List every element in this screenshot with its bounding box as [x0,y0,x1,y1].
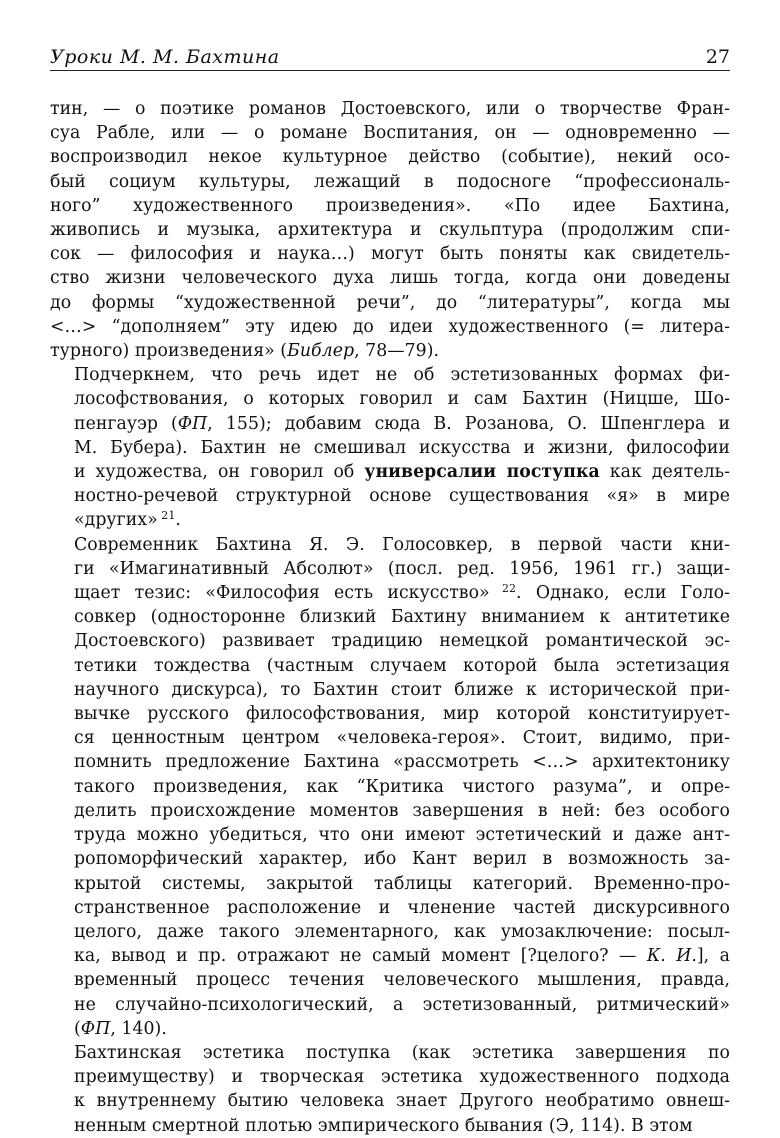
text-line: живопись и музыка, архитектура и скульптура (продолжим спи- [50,220,730,241]
paragraph-1 [50,97,730,363]
text-line: бый социум культуры, лежащий в подосноге “профессиональ- [50,171,730,192]
text-line: труда можно убедиться, что они имеют эстетический и даже ант- [74,825,730,846]
text-line: Бахтинская эстетика поступка (как эстетика завершения по [74,1042,730,1063]
text-line: тин, — о поэтике романов Достоевского, или о творчестве Фран- [50,99,730,119]
text-line: ство жизни человеческого духа лишь тогда, когда они доведены [50,268,730,289]
text-line: ги «Имагинативный Абсолют» (посл. ред. 1956, 1961 гг.) защи- [74,558,730,579]
text-line: Современник Бахтина Я. Э. Голосовкер, в первой части кни- [74,534,730,555]
text-line: совкер (односторонне близкий Бахтину вниманием к антитетике [74,607,730,628]
book-page [50,38,730,1138]
text-line: пенгауэр (ФП, 155); добавим сюда В. Розанова, О. Шпенглера и [74,413,731,434]
page-header [50,38,730,71]
text-line: помнить предложение Бахтина «рассмотреть <…> архитектонику [74,752,730,773]
text-line: щает тезис: «Философия есть искусство» $^{22}$. Однако, если Голо- [74,582,730,604]
text-line: воспроизводил некое культурное действо (событие), некий осо- [50,147,730,168]
text-line: суа Рабле, или — о романе Воспитания, он — одновременно — [50,123,730,144]
text-line: Подчеркнем, что речь идет не об эстетизованных формах фи- [74,365,730,386]
page-body [50,97,730,1138]
text-line: странственное расположение и членение частей дискурсивного [74,897,730,918]
text-line: ненным смертной плотью эмпирического бывания (Э, 114). В этом [74,1115,693,1136]
text-line: временный процесс течения человеческого мышления, правда, [74,970,730,991]
text-line: ного” художественного произведения». «По идее Бахтина, [50,195,730,216]
text-line: делить происхождение моментов завершения в ней: без особого [74,800,730,821]
text-line: крытой системы, закрытой таблицы категорий. Временно-про- [74,873,730,894]
text-line: вычке русского философствования, мир которой конституирует- [74,704,730,725]
paragraph-3 [50,533,730,1041]
text-line: ка, вывод и пр. отражают не самый момент [?целого? — К. И.], а [74,946,730,967]
paragraph-4 [50,1041,730,1138]
text-line: лософствования, о которых говорил и сам Бахтин (Ницше, Шо- [74,389,730,410]
running-title: Уроки М. М. Бахтина [50,46,280,68]
text-line: научного дискурса), то Бахтин стоит ближе к исторической при- [74,679,730,700]
text-line: М. Бубера). Бахтин не смешивал искусства и жизни, философии [74,437,730,458]
text-line: ностно-речевой структурной основе существования «я» в мире [74,486,730,507]
text-line: ся ценностным центром «человека-героя». Стоит, видимо, при- [74,728,730,749]
text-line: не случайно-психологический, а эстетизованный, ритмический» [74,994,730,1015]
text-line: преимуществу) и творческая эстетика художественного подхода [74,1067,730,1088]
text-line: такого произведения, как “Критика чистого разума”, и опре- [74,776,730,797]
text-line: сок — философия и наука…) могут быть поняты как свидетель- [50,244,730,265]
text-line: тетики тождества (частным случаем которой была эстетизация [74,655,730,676]
text-line: и художества, он говорил об универсалии поступка как деятель- [74,462,730,483]
text-line: до формы “художественной речи”, до “литературы”, когда мы [50,292,730,313]
text-line: к внутреннему бытию человека знает Другого необратимо овнеш- [74,1091,730,1112]
text-line: целого, даже такого элементарного, как умозаключение: посыл- [74,921,730,942]
text-line: турного) произведения» (Библер, 78—79). [50,341,440,362]
text-line: ропоморфический характер, ибо Кант верил в возможность за- [74,849,730,870]
page-number: 27 [705,46,730,68]
text-line: «других» $^{21}$. [74,509,181,531]
text-line: (ФП, 140). [74,1018,167,1039]
text-line: Достоевского) развивает традицию немецкой романтической эс- [74,631,730,652]
text-line: <…> “дополняем” эту идею до идеи художественного (= литера- [50,316,730,337]
paragraph-2 [50,363,730,532]
